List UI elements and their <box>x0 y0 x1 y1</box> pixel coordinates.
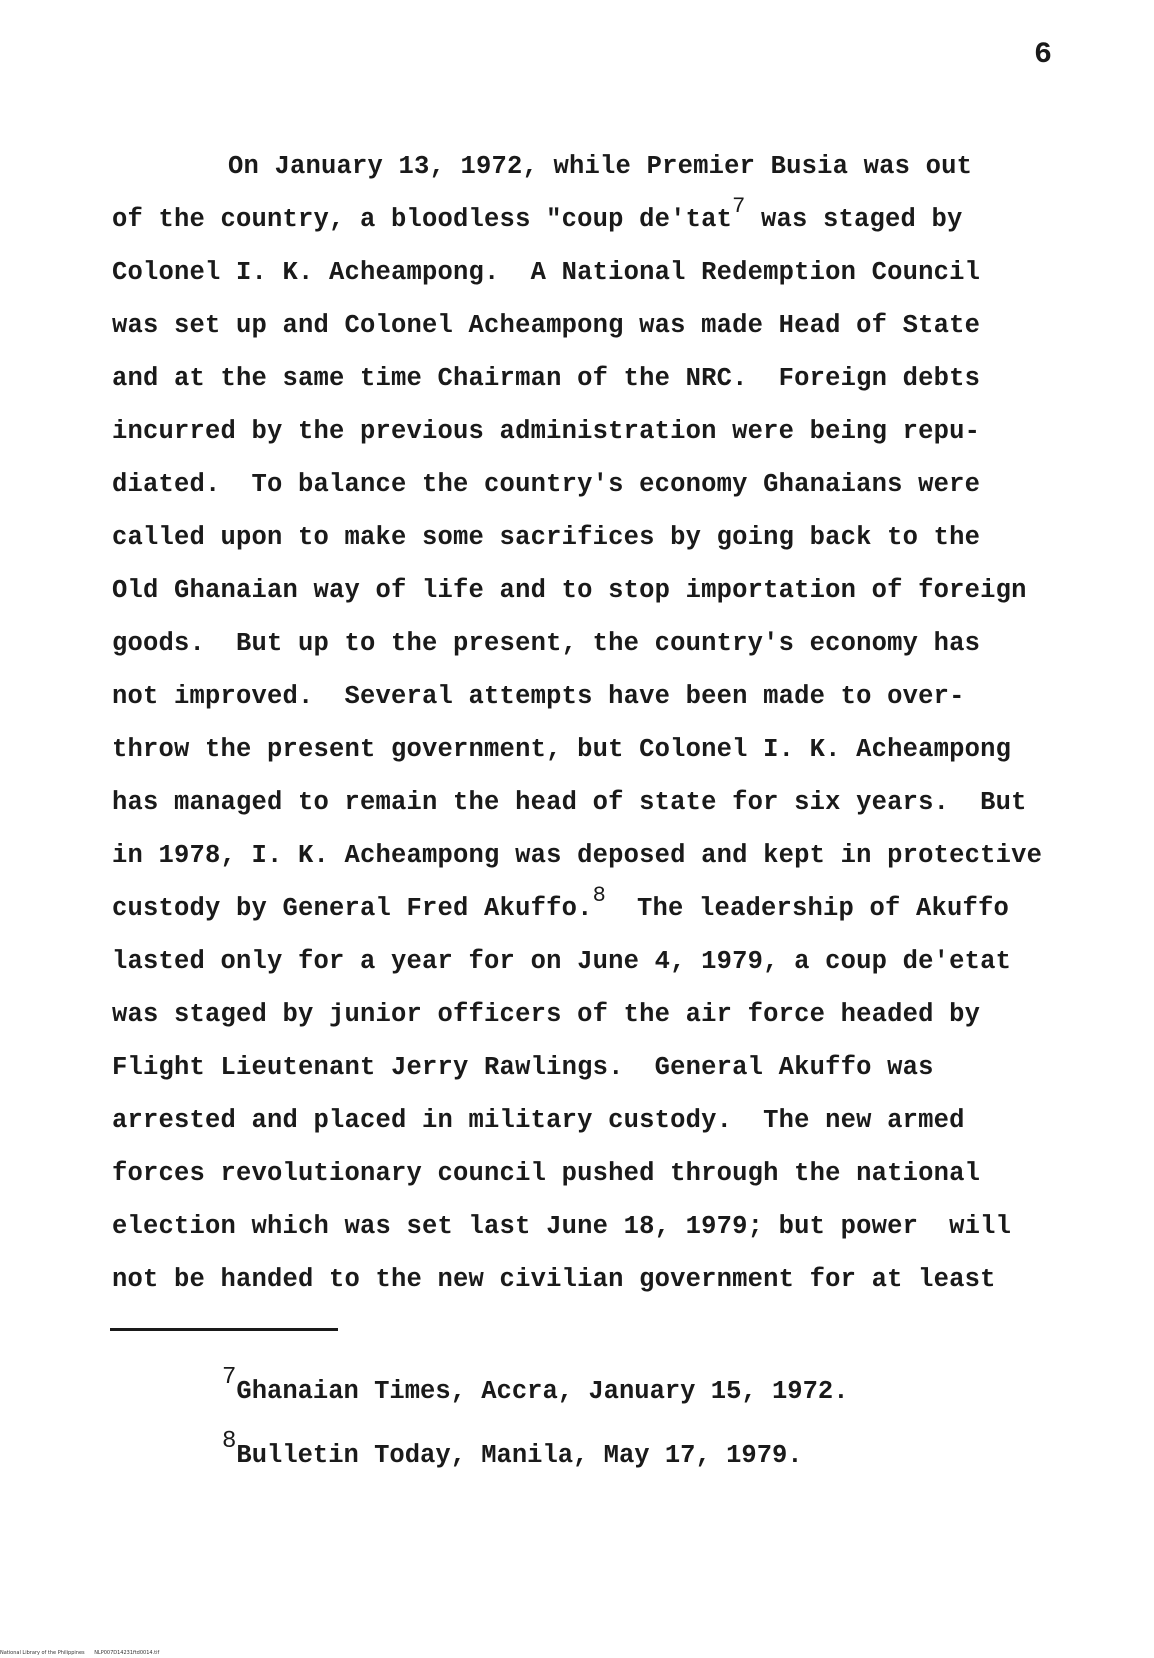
text-line: not improved. Several attempts have been made to over- <box>112 682 965 711</box>
footnote-ref-7: 7 <box>732 194 746 219</box>
text-line: called upon to make some sacrifices by going back to the <box>112 523 981 552</box>
text-line: forces revolutionary council pushed through the national <box>112 1159 981 1188</box>
library-credit: National Library of the Philippines <box>0 1650 85 1656</box>
text-line: diated. To balance the country's economy Ghanaians were <box>112 470 981 499</box>
footnote-ref-8: 8 <box>592 883 606 908</box>
text-line: was set up and Colonel Acheampong was made Head of State <box>112 311 981 340</box>
text-line: election which was set last June 18, 1979; but power will <box>112 1212 1012 1241</box>
body-paragraph <box>112 140 1062 1306</box>
text-line: in 1978, I. K. Acheampong was deposed and kept in protective <box>112 841 1043 870</box>
text-line: incurred by the previous administration were being repu- <box>112 417 981 446</box>
text-line: not be handed to the new civilian government for at least <box>112 1265 996 1294</box>
text-line: has managed to remain the head of state for six years. But <box>112 788 1027 817</box>
file-id: NLP007D14231ftd0014.tif <box>94 1650 160 1656</box>
text-line: Old Ghanaian way of life and to stop importation of foreign <box>112 576 1027 605</box>
text-line: arrested and placed in military custody. The new armed <box>112 1106 965 1135</box>
footnote-divider <box>110 1328 338 1331</box>
text-line: throw the present government, but Colonel I. K. Acheampong <box>112 735 1012 764</box>
page-number: 6 <box>1034 38 1053 72</box>
footnotes <box>222 1360 849 1488</box>
footnote-8: $^8$Bulletin Today, Manila, May 17, 1979. <box>222 1428 803 1470</box>
scan-footer <box>0 1650 159 1656</box>
text-line: Flight Lieutenant Jerry Rawlings. General Akuffo was <box>112 1053 934 1082</box>
text-line: On January 13, 1972, while Premier Busia was out <box>228 152 973 181</box>
text-line: was staged by junior officers of the air force headed by <box>112 1000 981 1029</box>
text-line: Colonel I. K. Acheampong. A National Redemption Council <box>112 258 981 287</box>
text-line: of the country, a bloodless "coup de'tat$^7$ was staged by <box>112 194 963 234</box>
text-line: and at the same time Chairman of the NRC. Foreign debts <box>112 364 981 393</box>
text-line: custody by General Fred Akuffo.$^8$ The leadership of Akuffo <box>112 883 1010 923</box>
text-line: goods. But up to the present, the country's economy has <box>112 629 981 658</box>
text-line: lasted only for a year for on June 4, 1979, a coup de'etat <box>112 947 1012 976</box>
footnote-7: $^7$Ghanaian Times, Accra, January 15, 1972. <box>222 1364 849 1406</box>
